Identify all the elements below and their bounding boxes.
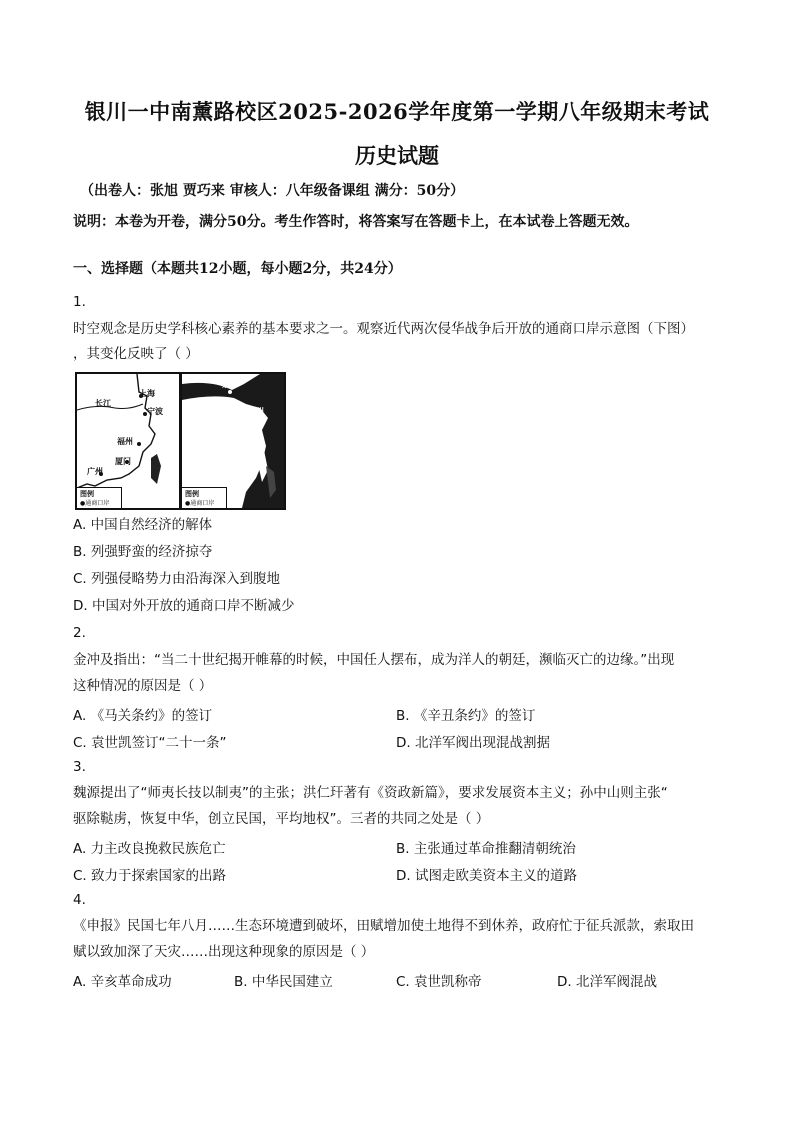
q2-stem-line2: 这种情况的原因是（ ） — [73, 678, 213, 694]
map-right-legend-item: ●通商口岸 — [185, 500, 215, 507]
map-right-label-1: 苏州 — [248, 407, 264, 416]
q4-option-c: C. 袁世凯称帝 — [396, 974, 482, 990]
map-second-opium-war-ports — [180, 372, 286, 510]
map-left-label-2: 宁波 — [147, 407, 163, 416]
map-first-opium-war-ports — [75, 372, 181, 510]
q4-stem-line2: 赋以致加深了天灾……出现这种现象的原因是（ ） — [73, 944, 375, 960]
exam-authors: （出卷人：张旭 贾巧来 审核人：八年级备课组 满分：50分） — [80, 183, 465, 199]
q4-option-d: D. 北洋军阀混战 — [557, 974, 657, 990]
q2-option-d: D. 北洋军阀出现混战割据 — [396, 735, 550, 751]
q1-option-d: D. 中国对外开放的通商口岸不断减少 — [73, 598, 295, 614]
exam-title: 银川一中南薰路校区2025-2026学年度第一学期八年级期末考试 — [84, 99, 710, 124]
q3-option-c: C. 致力于探索国家的出路 — [73, 868, 227, 884]
map-right-legend — [182, 487, 227, 508]
section-heading: 一、选择题（本题共12小题，每小题2分，共24分） — [73, 261, 402, 277]
q1-option-a: A. 中国自然经济的解体 — [73, 517, 213, 533]
q1-option-b: B. 列强野蛮的经济掠夺 — [73, 544, 213, 560]
q3-option-a: A. 力主改良挽救民族危亡 — [73, 841, 226, 857]
q3-stem-line1: 魏源提出了“师夷长技以制夷”的主张；洪仁玕著有《资政新篇》，要求发展资本主义；孙中山则主张“ — [73, 785, 668, 801]
q4-number: 4. — [73, 892, 86, 908]
q4-stem-line1: 《申报》民国七年八月……生态环境遭到破坏，田赋增加使土地得不到休养，政府忙于征兵派款，索取田 — [73, 918, 694, 934]
map-right-label-4: 杭州 — [246, 451, 262, 460]
exam-subtitle: 历史试题 — [355, 143, 439, 168]
q3-option-b: B. 主张通过革命推翻清朝统治 — [396, 841, 576, 857]
exam-instructions: 说明：本卷为开卷，满分50分。考生作答时，将答案写在答题卡上，在本试卷上答题无效。 — [73, 214, 639, 230]
q3-number: 3. — [73, 759, 86, 775]
q1-option-c: C. 列强侵略势力由沿海深入到腹地 — [73, 571, 281, 587]
q1-stem-line1: 时空观念是历史学科核心素养的基本要求之一。观察近代两次侵华战争后开放的通商口岸示意图（下图） — [73, 321, 694, 337]
q1-number: 1. — [73, 294, 86, 310]
map-right-label-0: 京师 — [222, 380, 238, 389]
q2-option-b: B. 《辛丑条约》的签订 — [396, 708, 536, 724]
map-right-label-2: 沙市 — [212, 439, 228, 448]
q2-option-c: C. 袁世凯签订“二十一条” — [73, 735, 227, 751]
map-right-label-5: 重庆 — [188, 459, 204, 468]
q4-option-b: B. 中华民国建立 — [234, 974, 333, 990]
map-left-label-4: 厦门 — [115, 457, 131, 466]
q1-stem-line2: ，其变化反映了（ ） — [73, 346, 199, 362]
map-left-label-5: 广州 — [87, 467, 103, 476]
q3-option-d: D. 试图走欧美资本主义的道路 — [396, 868, 577, 884]
q2-stem-line1: 金冲及指出：“当二十世纪揭开帷幕的时候，中国任人摆布，成为洋人的朝廷，濒临灭亡的边缘。”出现 — [73, 652, 675, 668]
map-left-legend-item: ●通商口岸 — [80, 500, 110, 507]
map-left-legend-title: 图例 — [80, 490, 94, 498]
q3-stem-line2: 驱除鞑虏，恢复中华，创立民国，平均地权”。三者的共同之处是（ ） — [73, 811, 490, 827]
q2-number: 2. — [73, 625, 86, 641]
map-left-legend — [77, 487, 122, 508]
map-right-label-3: 长江 — [232, 449, 248, 458]
q4-option-a: A. 辛亥革命成功 — [73, 974, 172, 990]
map-left-label-1: 上海 — [139, 389, 155, 398]
map-right-legend-title: 图例 — [185, 490, 199, 498]
map-left-label-0: 长江 — [95, 399, 111, 408]
q2-option-a: A. 《马关条约》的签订 — [73, 708, 213, 724]
map-left-label-3: 福州 — [117, 437, 133, 446]
